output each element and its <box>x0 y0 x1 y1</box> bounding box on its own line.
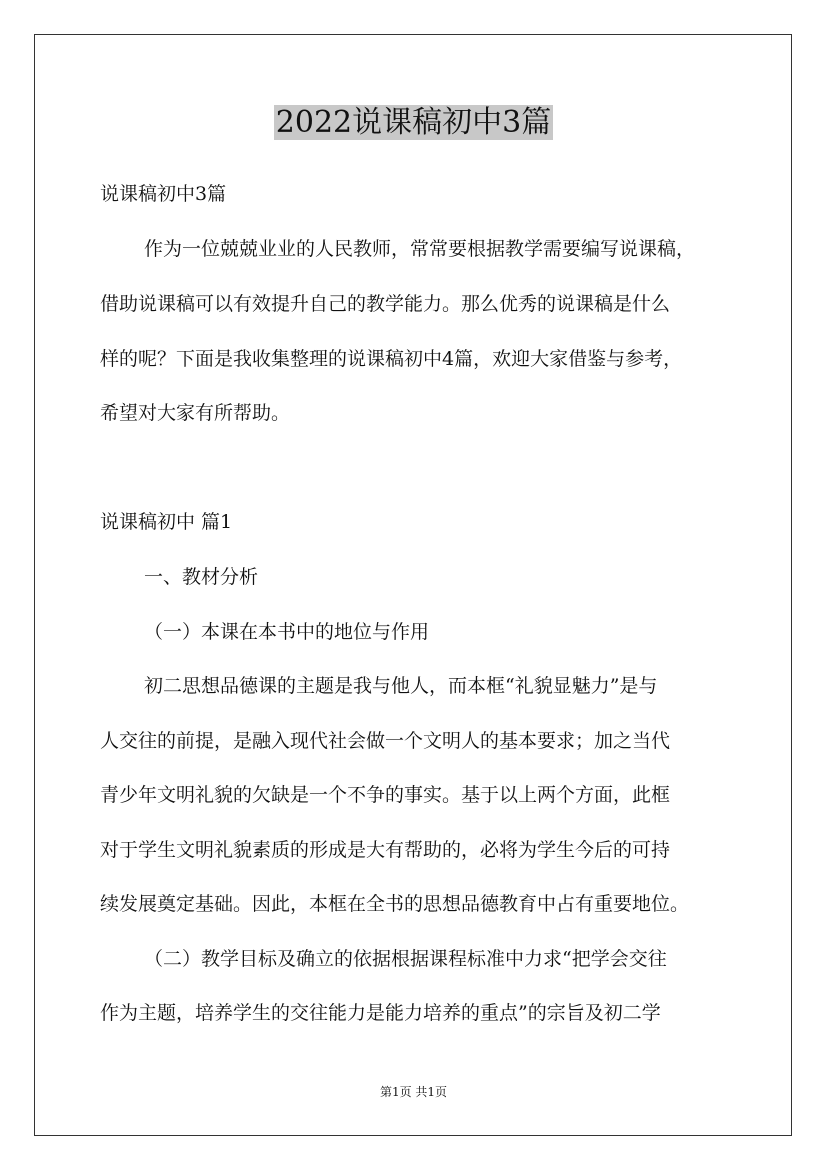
paragraph-line: 青少年文明礼貌的欠缺是一个不争的事实。基于以上两个方面，此框 <box>100 784 671 806</box>
paragraph-line: （二）教学目标及确立的依据根据课程标准中力求“把学会交往 <box>144 948 667 970</box>
section-heading: 说课稿初中 篇1 <box>100 511 233 533</box>
heading-teaching-material-analysis: 一、教材分析 <box>144 566 259 588</box>
paragraph-line: 作为主题，培养学生的交往能力是能力培养的重点”的宗旨及初二学 <box>100 1002 661 1024</box>
paragraph-line: 对于学生文明礼貌素质的形成是大有帮助的，必将为学生今后的可持 <box>100 839 671 861</box>
document-title-text: 2022说课稿初中3篇 <box>275 105 552 140</box>
intro-line: 样的呢？下面是我收集整理的说课稿初中4篇，欢迎大家借鉴与参考， <box>100 348 683 370</box>
intro-line: 作为一位兢兢业业的人民教师，常常要根据教学需要编写说课稿， <box>144 238 696 260</box>
page-footer: 第1页 共1页 <box>379 1085 448 1099</box>
subheading-position-and-role: （一）本课在本书中的地位与作用 <box>144 621 430 643</box>
paragraph-line: 初二思想品德课的主题是我与他人，而本框“礼貌显魅力”是与 <box>144 675 658 697</box>
intro-line: 希望对大家有所帮助。 <box>100 402 291 424</box>
paragraph-line: 续发展奠定基础。因此，本框在全书的思想品德教育中占有重要地位。 <box>100 893 690 915</box>
document-title <box>0 104 827 142</box>
document-subtitle: 说课稿初中3篇 <box>100 183 227 205</box>
paragraph-line: 人交往的前提，是融入现代社会做一个文明人的基本要求；加之当代 <box>100 730 671 752</box>
intro-line: 借助说课稿可以有效提升自己的教学能力。那么优秀的说课稿是什么 <box>100 293 671 315</box>
